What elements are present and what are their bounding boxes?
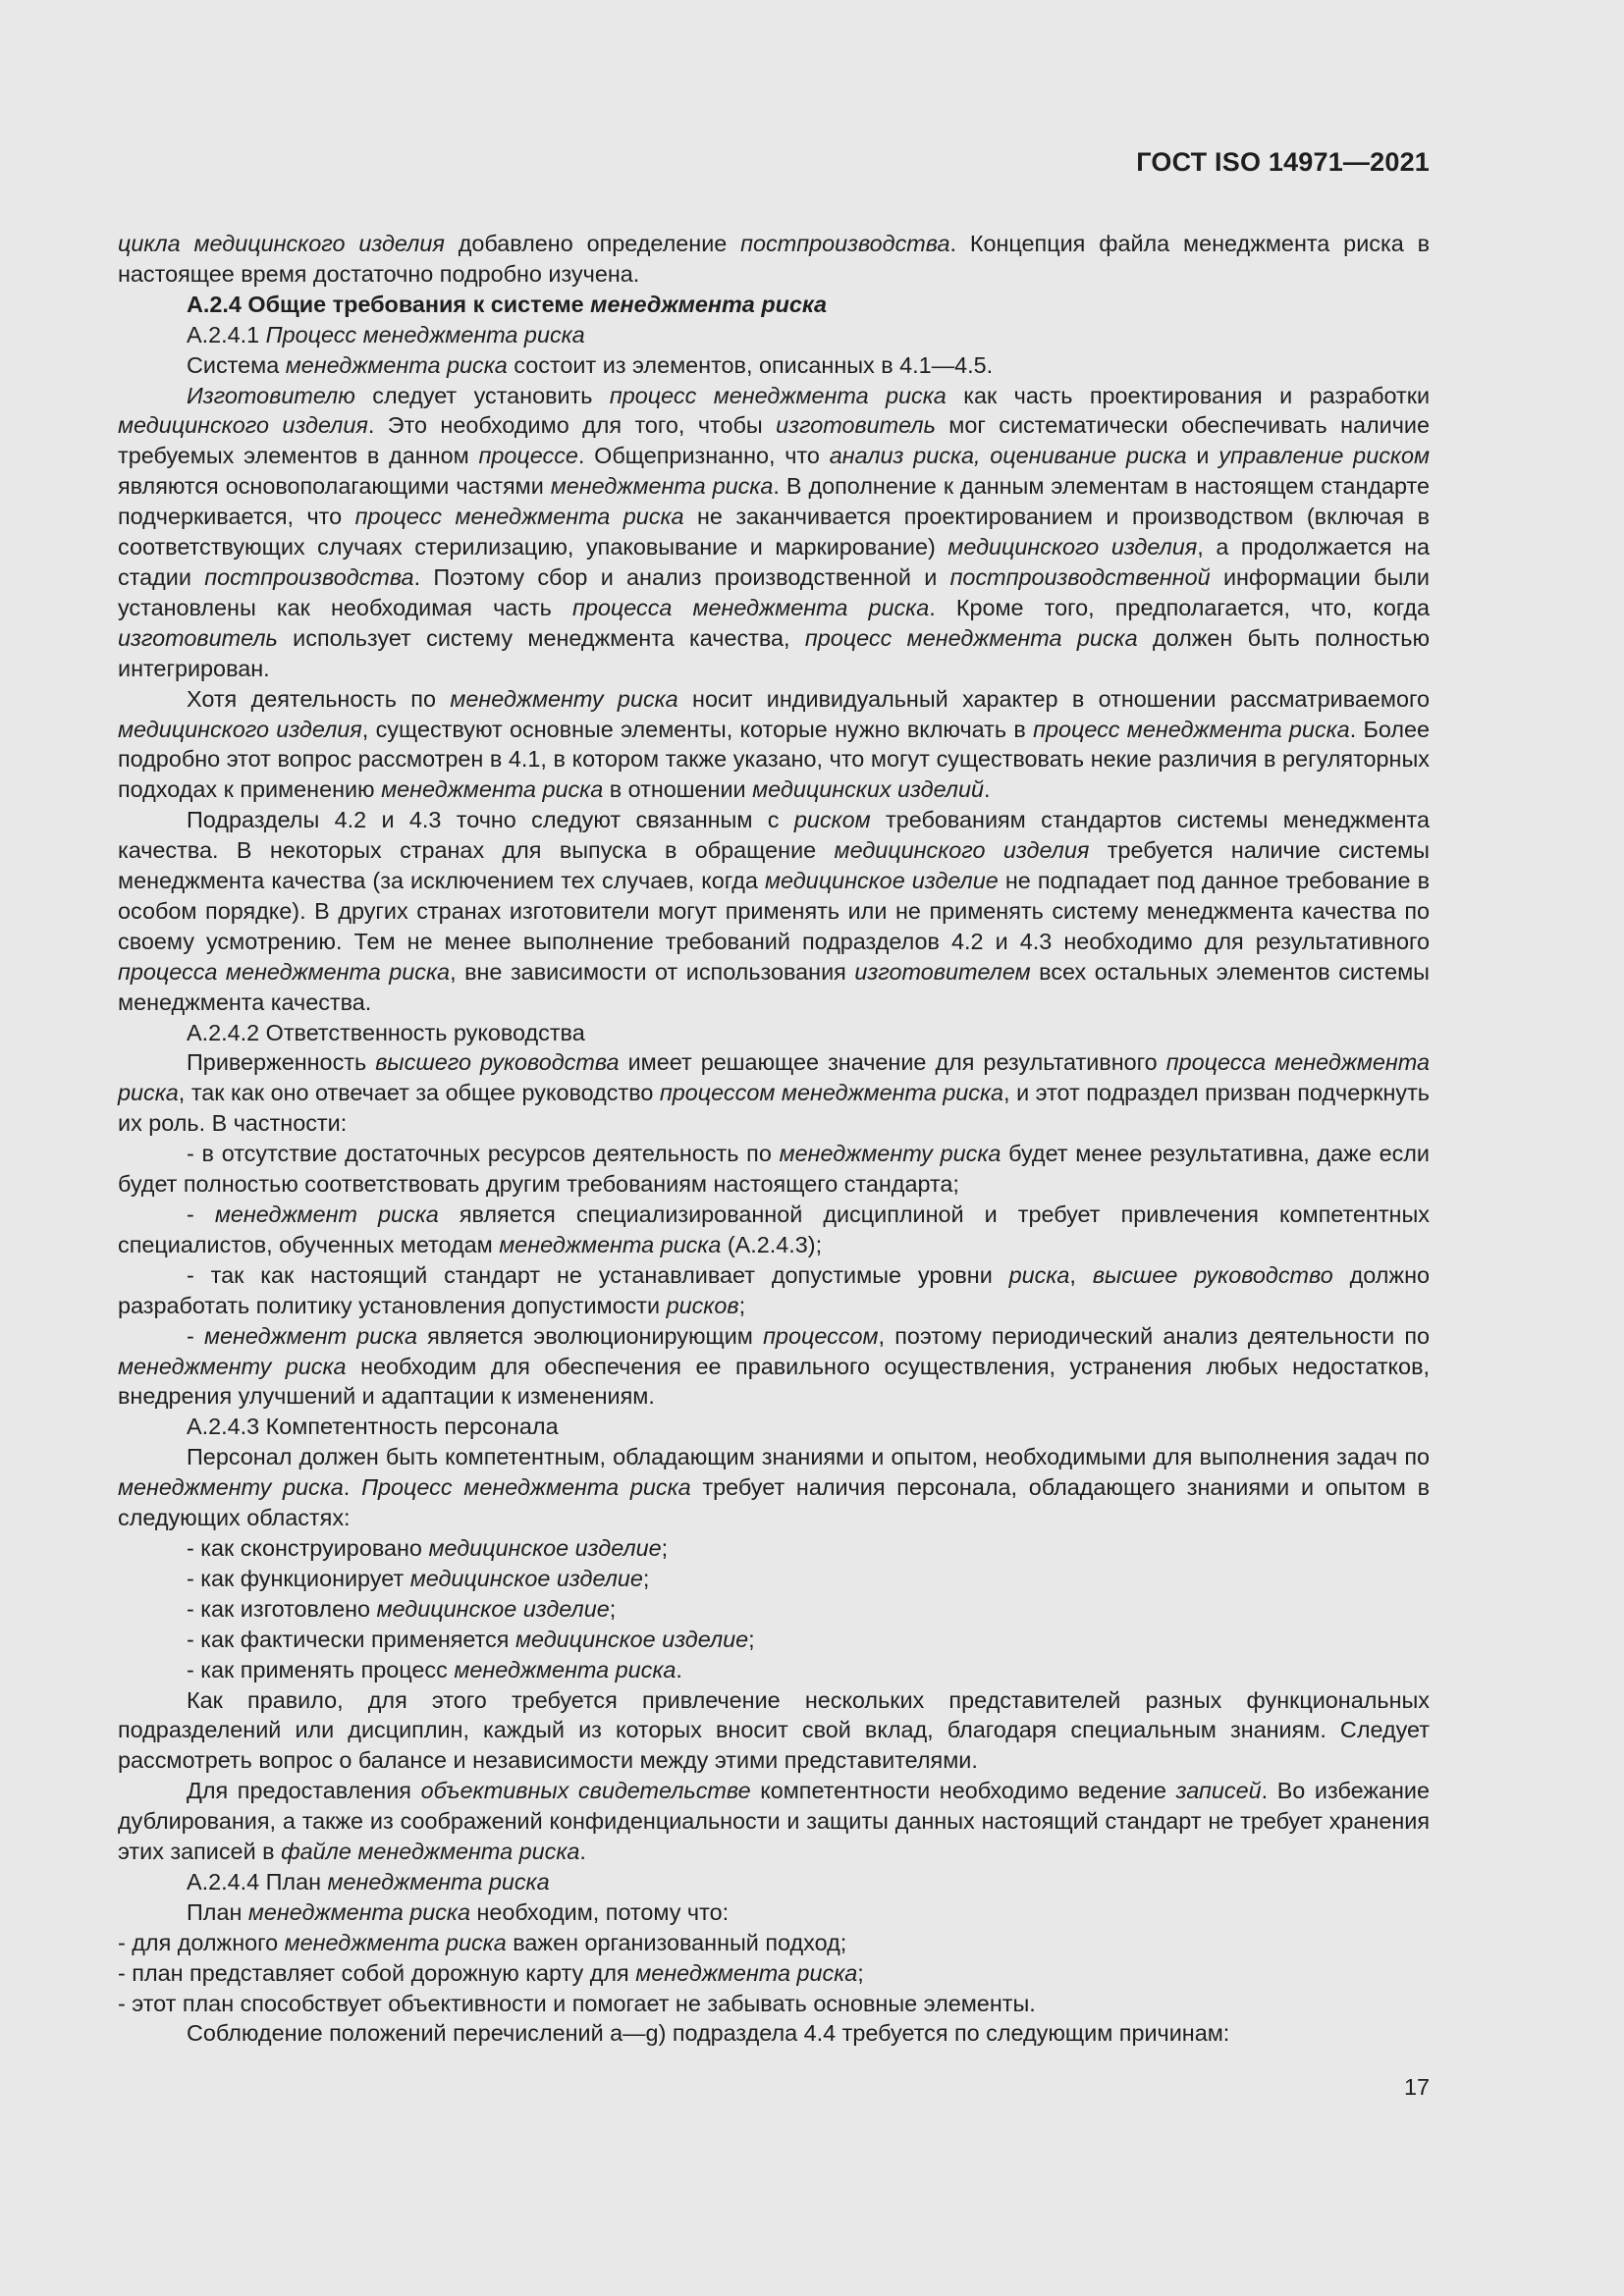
body-text: [118, 229, 1430, 2049]
paragraph: Изготовителю следует установить процесс менеджмента риска как часть проектирования и разработки медицинского изделия. Это необходимо для того, чтобы изготовитель мог систематически обеспечивать наличие требуемых элементов в данном процессе. Общепризнанно, что анализ риска, оценивание риска и управление риском являются основополагающими частями менеджмента риска. В дополнение к данным элементам в настоящем стандарте подчеркивается, что процесс менеджмента риска не заканчивается проектированием и производством (включая в соответствующих случаях стерилизацию, упаковывание и маркирование) медицинского изделия, а продолжается на стадии постпроизводства. Поэтому сбор и анализ производственной и постпроизводственной информации были установлены как необходимая часть процесса менеджмента риска. Кроме того, предполагается, что, когда изготовитель использует систему менеджмента качества, процесс менеджмента риска должен быть полностью интегрирован.: [118, 382, 1431, 681]
paragraph: - как функционирует медицинское изделие;: [187, 1565, 650, 1591]
paragraph: А.2.4.2 Ответственность руководства: [187, 1019, 585, 1045]
document-header: ГОСТ ISO 14971—2021: [1136, 147, 1430, 177]
paragraph: План менеджмента риска необходим, потому что:: [187, 1898, 730, 1925]
paragraph: - как применять процесс менеджмента риска.: [187, 1656, 682, 1682]
paragraph: Приверженность высшего руководства имеет решающее значение для результативного процесса менеджмента риска, так как оно отвечает за общее руководство процессом менеджмента риска, и этот подраздел призван подчеркнуть их роль. В частности:: [118, 1049, 1430, 1137]
paragraph: - этот план способствует объективности и помогает не забывать основные элементы.: [118, 1990, 1036, 2016]
paragraph: - как фактически применяется медицинское изделие;: [187, 1626, 755, 1652]
paragraph: А.2.4.1 Процесс менеджмента риска: [187, 321, 585, 347]
paragraph: - в отсутствие достаточных ресурсов деятельность по менеджменту риска будет менее результативна, даже если будет полностью соответствовать другим требованиям настоящего стандарта;: [118, 1141, 1430, 1198]
paragraph: Подразделы 4.2 и 4.3 точно следуют связанным с риском требованиям стандартов системы менеджмента качества. В некоторых странах для выпуска в обращение медицинского изделия требуется наличие системы менеджмента качества (за исключением тех случаев, когда медицинское изделие не подпадает под данное требование в особом порядке). В других странах изготовители могут применять или не применять систему менеджмента качества по своему усмотрению. Тем не менее выполнение требований подразделов 4.2 и 4.3 необходимо для результативного процесса менеджмента риска, вне зависимости от использования изготовителем всех остальных элементов системы менеджмента качества.: [118, 807, 1430, 1015]
paragraph: - менеджмент риска является эволюционирующим процессом, поэтому периодический анализ деятельности по менеджменту риска необходим для обеспечения ее правильного осуществления, устранения любых недостатков, внедрения улучшений и адаптации к изменениям.: [118, 1322, 1430, 1410]
paragraph: Персонал должен быть компетентным, обладающим знаниями и опытом, необходимыми для выполнения задач по менеджменту риска. Процесс менеджмента риска требует наличия персонала, обладающего знаниями и опытом в следующих областях:: [118, 1444, 1430, 1531]
paragraph: цикла медицинского изделия добавлено определение постпроизводства. Концепция файла менеджмента риска в настоящее время достаточно подробно изучена.: [118, 231, 1430, 287]
paragraph: - как сконструировано медицинское изделие;: [187, 1534, 669, 1561]
paragraph: Соблюдение положений перечислений a—g) подраздела 4.4 требуется по следующим причинам:: [187, 2020, 1230, 2047]
paragraph: Хотя деятельность по менеджменту риска носит индивидуальный характер в отношении рассматриваемого медицинского изделия, существуют основные элементы, которые нужно включать в процесс менеджмента риска. Более подробно этот вопрос рассмотрен в 4.1, в котором также указано, что могут существовать некие различия в регуляторных подходах к применению менеджмента риска в отношении медицинских изделий.: [118, 685, 1430, 803]
paragraph: - как изготовлено медицинское изделие;: [187, 1595, 617, 1622]
paragraph: - план представляет собой дорожную карту для менеджмента риска;: [118, 1959, 864, 1986]
paragraph: А.2.4.4 План менеджмента риска: [187, 1868, 550, 1895]
paragraph: А.2.4.3 Компетентность персонала: [187, 1414, 559, 1440]
paragraph: А.2.4 Общие требования к системе менеджмента риска: [187, 291, 828, 317]
paragraph: Система менеджмента риска состоит из элементов, описанных в 4.1—4.5.: [187, 351, 994, 378]
paragraph: - менеджмент риска является специализированной дисциплиной и требует привлечения компетентных специалистов, обученных методам менеджмента риска (А.2.4.3);: [118, 1201, 1430, 1257]
paragraph: - для должного менеджмента риска важен организованный подход;: [118, 1929, 847, 1955]
page-number: 17: [1403, 2074, 1430, 2100]
paragraph: - так как настоящий стандарт не устанавливает допустимые уровни риска, высшее руководство должно разработать политику установления допустимости рисков;: [118, 1261, 1430, 1318]
paragraph: Для предоставления объективных свидетельстве компетентности необходимо ведение записей. Во избежание дублирования, а также из соображений конфиденциальности и защиты данных настоящий стандарт не требует хранения этих записей в файле менеджмента риска.: [118, 1778, 1430, 1865]
paragraph: Как правило, для этого требуется привлечение нескольких представителей разных функциональных подразделений или дисциплин, каждый из которых вносит свой вклад, благодаря специальным знаниям. Следует рассмотреть вопрос о балансе и независимости между этими представителями.: [118, 1686, 1430, 1774]
